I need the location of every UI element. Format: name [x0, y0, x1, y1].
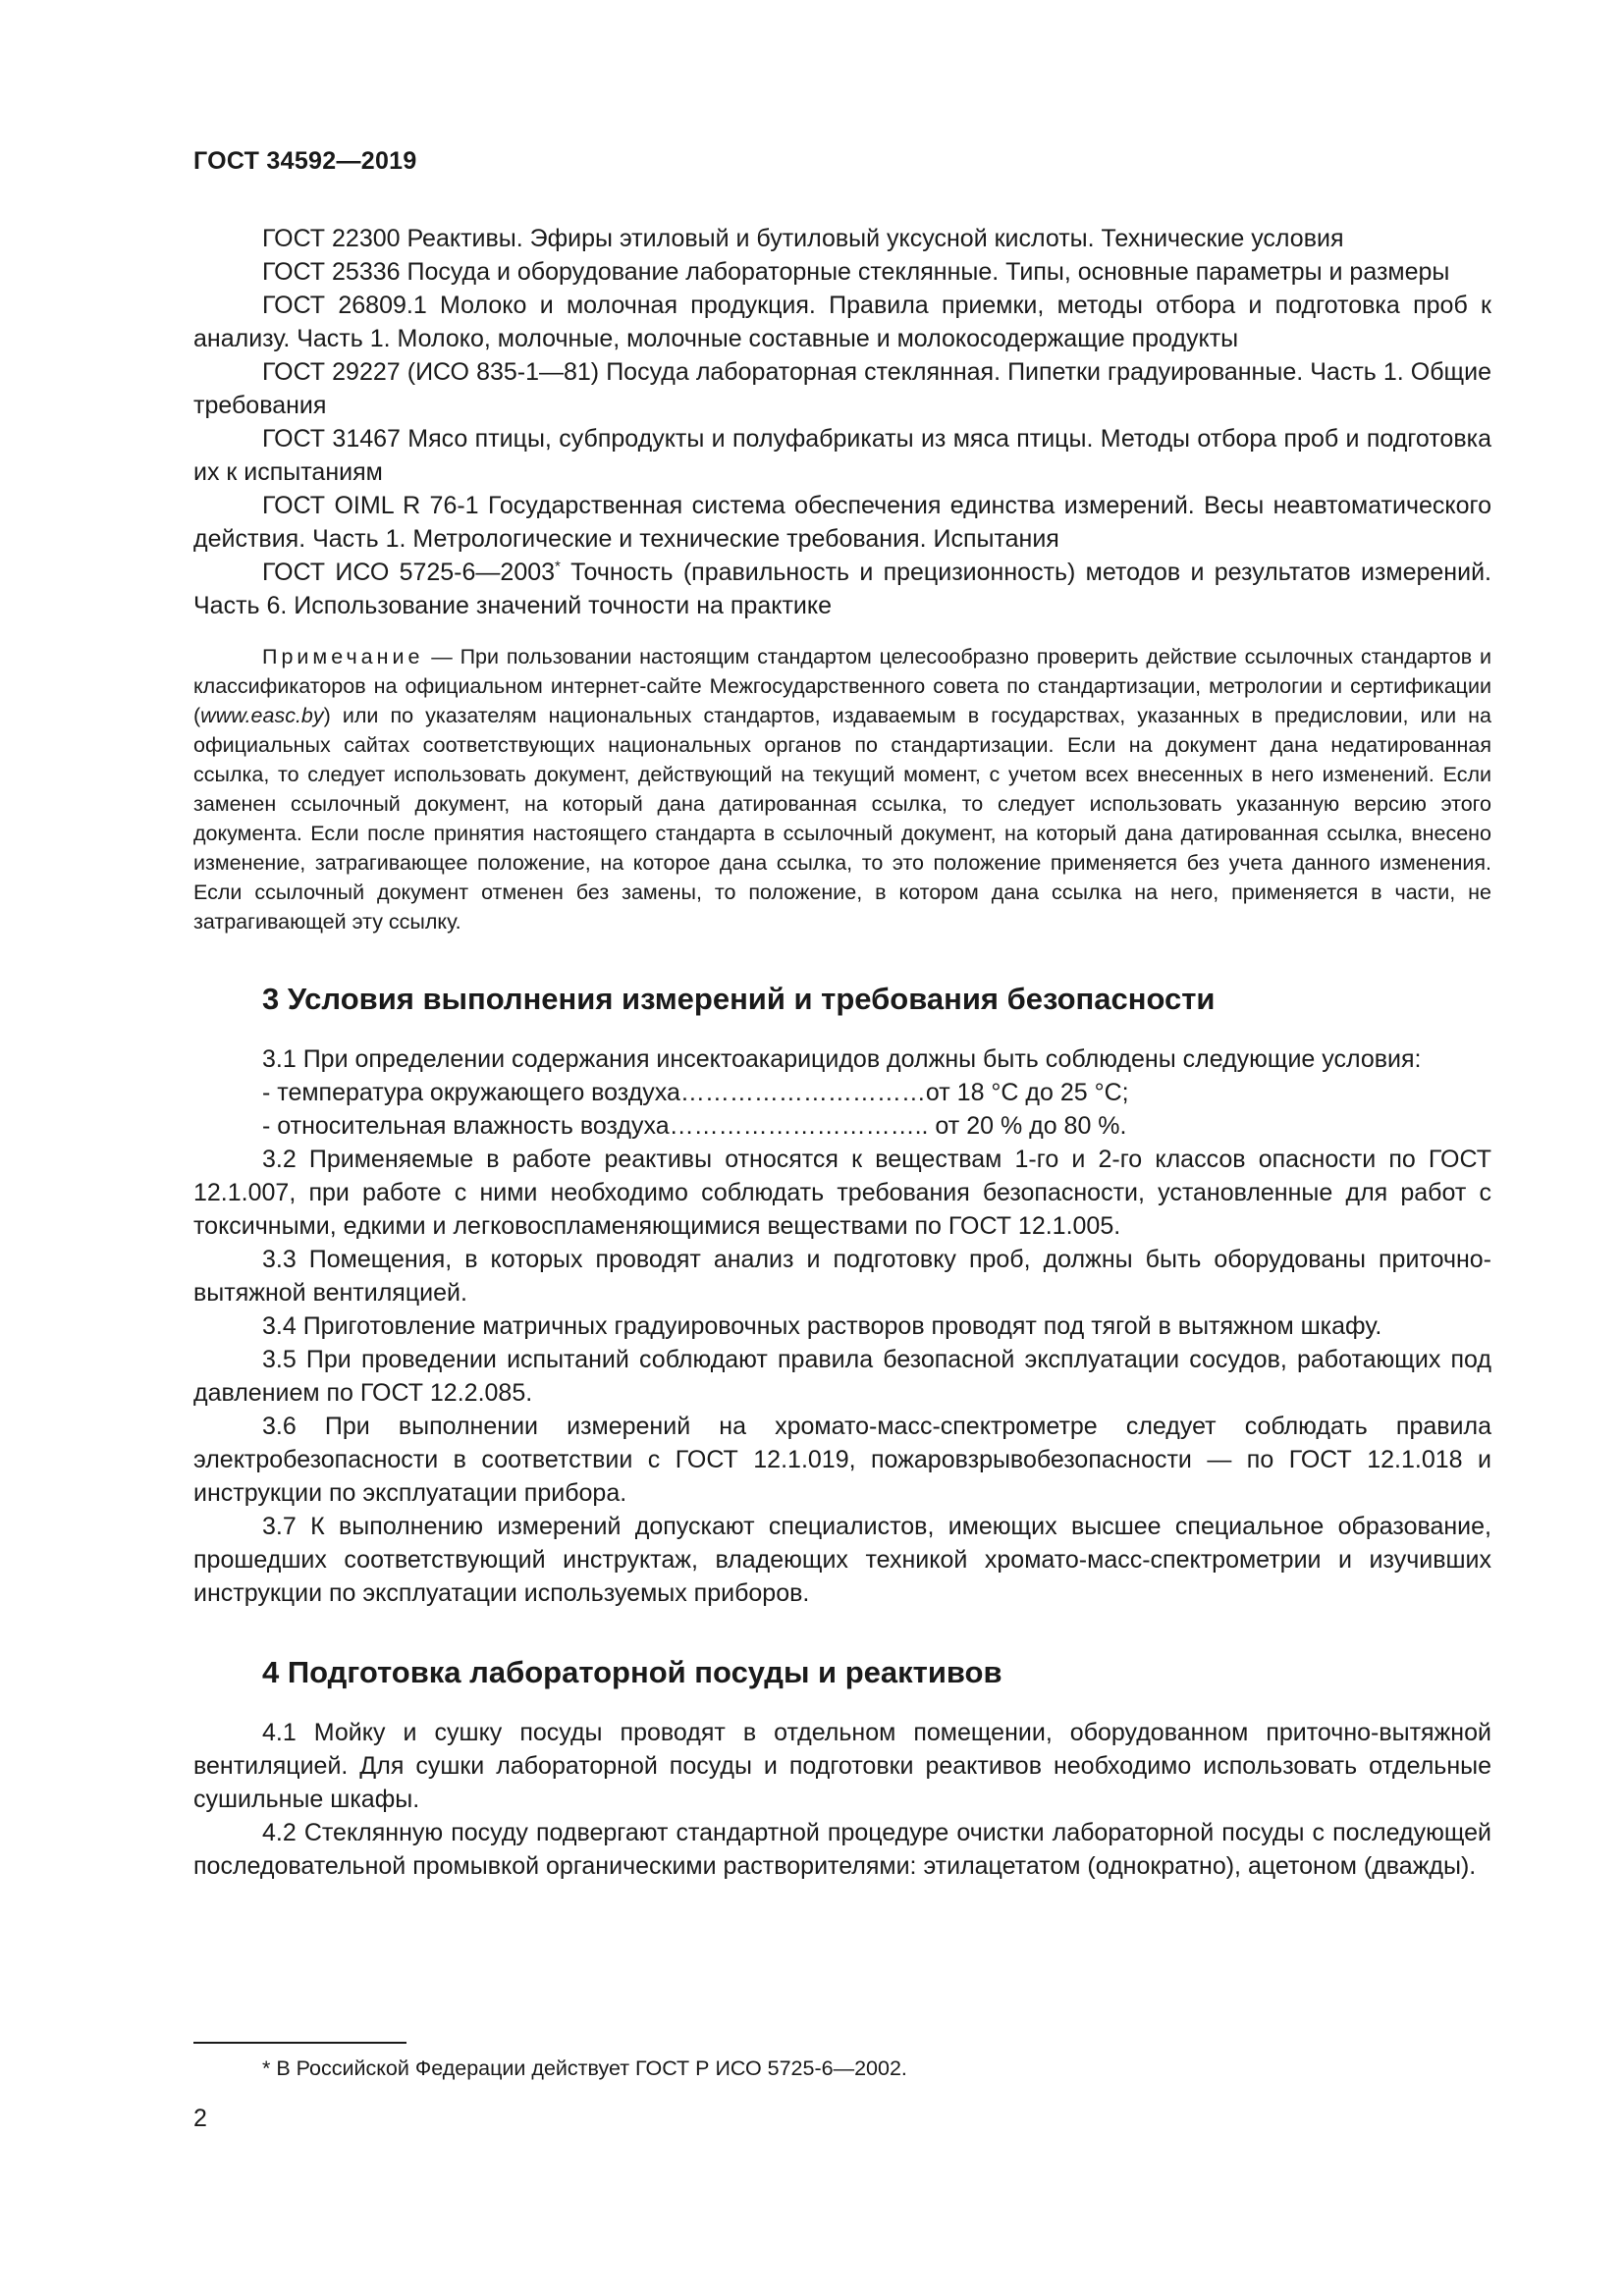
reference-item: ГОСТ OIML R 76-1 Государственная система обеспечения единства измерений. Весы неавтоматического действия. Часть 1. Метрологические и технические требования. Испытания: [193, 492, 1491, 553]
footnote-marker: *: [555, 558, 561, 575]
reference-item-iso: [193, 556, 1491, 622]
paragraph-3-4: 3.4 Приготовление матричных градуировочных растворов проводят под тягой в вытяжном шкафу.: [262, 1312, 1382, 1340]
paragraph-3-3: 3.3 Помещения, в которых проводят анализ и подготовку проб, должны быть оборудованы приточно-вытяжной вентиляцией.: [193, 1246, 1491, 1307]
section-4-title: 4 Подготовка лабораторной посуды и реактивов: [262, 1655, 1002, 1689]
paragraph-4-2: 4.2 Стеклянную посуду подвергают стандартной процедуре очистки лабораторной посуды с последующей последовательной промывкой органическими растворителями: этилацетатом (однократно), ацетоном (дважды).: [193, 1819, 1491, 1880]
reference-item: ГОСТ 26809.1 Молоко и молочная продукция. Правила приемки, методы отбора и подготовка проб к анализу. Часть 1. Молоко, молочные, молочные составные и молокосодержащие продукты: [193, 292, 1491, 352]
footnote: * В Российской Федерации действует ГОСТ Р ИСО 5725-6—2002.: [262, 2056, 907, 2080]
reference-item: ГОСТ 22300 Реактивы. Эфиры этиловый и бутиловый уксусной кислоты. Технические условия: [262, 225, 1344, 252]
condition-temperature: - температура окружающего воздуха…………………………от 18 °C до 25 °C;: [262, 1079, 1129, 1106]
footnote-divider: [193, 2042, 406, 2044]
note-label: Примечание: [262, 645, 424, 668]
document-code-header: ГОСТ 34592—2019: [193, 147, 417, 175]
condition-humidity: - относительная влажность воздуха………………………….. от 20 % до 80 %.: [262, 1112, 1127, 1140]
section-3-title: 3 Условия выполнения измерений и требования безопасности: [262, 982, 1216, 1016]
reference-item: ГОСТ 31467 Мясо птицы, субпродукты и полуфабрикаты из мяса птицы. Методы отбора проб и подготовка их к испытаниям: [193, 425, 1491, 486]
reference-item: ГОСТ 29227 (ИСО 835-1—81) Посуда лабораторная стеклянная. Пипетки градуированные. Часть 1. Общие требования: [193, 358, 1491, 419]
paragraph-3-2: 3.2 Применяемые в работе реактивы относятся к веществам 1-го и 2-го классов опасности по ГОСТ 12.1.007, при работе с ними необходимо соблюдать требования безопасности, установленные для работ с токсичными, едкими и легковоспламеняющимися веществами по ГОСТ 12.1.005.: [193, 1146, 1491, 1240]
note-text-part-1: — При пользовании настоящим стандартом целесообразно проверить действие ссылочных стандартов и классификаторов на официальном интернет-сайте Межгосударственного совета по стандартизации, метрологии и сертификации (: [193, 645, 1491, 727]
paragraph-3-1: 3.1 При определении содержания инсектоакарицидов должны быть соблюдены следующие условия:: [262, 1045, 1422, 1073]
page-number: 2: [193, 2105, 207, 2132]
paragraph-3-6: 3.6 При выполнении измерений на хромато-масс-спектрометре следует соблюдать правила электробезопасности в соответствии с ГОСТ 12.1.019, пожаровзрывобезопасности — по ГОСТ 12.1.018 и инструкции по эксплуатации прибора.: [193, 1413, 1491, 1507]
paragraph-3-5: 3.5 При проведении испытаний соблюдают правила безопасной эксплуатации сосудов, работающих под давлением по ГОСТ 12.2.085.: [193, 1346, 1491, 1407]
document-body: [193, 222, 1491, 1883]
paragraph-4-1: 4.1 Мойку и сушку посуды проводят в отдельном помещении, оборудованном приточно-вытяжной вентиляцией. Для сушки лабораторной посуды и подготовки реактивов необходимо использовать отдельные сушильные шкафы.: [193, 1719, 1491, 1813]
reference-iso-title: Точность (правильность и прецизионность) методов и результатов измерений. Часть 6. Использование значений точности на практике: [193, 559, 1491, 619]
reference-item: ГОСТ 25336 Посуда и оборудование лабораторные стеклянные. Типы, основные параметры и размеры: [262, 258, 1450, 286]
note-link[interactable]: www.easc.by: [200, 704, 324, 727]
note-paragraph: [193, 642, 1491, 936]
note-text-part-2: ) или по указателям национальных стандартов, издаваемым в государствах, указанных в предисловии, или на официальных сайтах соответствующих национальных органов по стандартизации. Если на документ дана недатированная ссылка, то следует использовать документ, действующий на текущий момент, с учетом всех внесенных в него изменений. Если заменен ссылочный документ, на который дана датированная ссылка, то следует использовать указанную версию этого документа. Если после принятия настоящего стандарта в ссылочный документ, на который дана датированная ссылка, внесено изменение, затрагивающее положение, на которое дана ссылка, то это положение применяется без учета данного изменения. Если ссылочный документ отменен без замены, то положение, в котором дана ссылка на него, применяется в части, не затрагивающей эту ссылку.: [193, 704, 1491, 934]
paragraph-3-7: 3.7 К выполнению измерений допускают специалистов, имеющих высшее специальное образование, прошедших соответствующий инструктаж, владеющих техникой хромато-масс-спектрометрии и изучивших инструкции по эксплуатации используемых приборов.: [193, 1513, 1491, 1607]
reference-iso-code: ГОСТ ИСО 5725-6—2003: [262, 559, 556, 586]
